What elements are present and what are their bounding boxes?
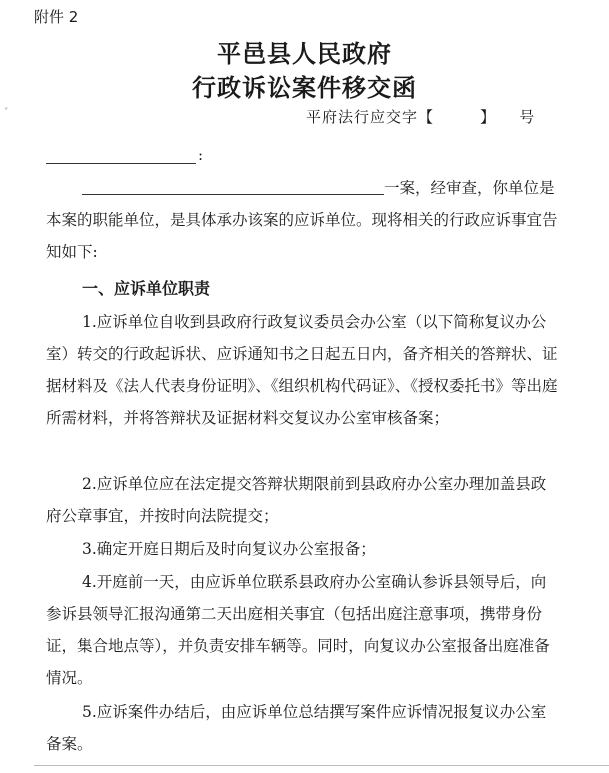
list-item: 2.应诉单位应在法定提交答辩状期限前到县政府办公室办理加盖县政府公章事宜，并按时向法院提交； — [46, 475, 547, 525]
attachment-label: 附件 2 — [34, 8, 79, 26]
addressee — [46, 146, 203, 164]
document-title-line1: 平邑县人民政府 — [217, 39, 392, 68]
document-number: 平府法行应交字【 】 号 — [306, 108, 536, 126]
list-item: 4.开庭前一天，由应诉单位联系县政府办公室确认参诉县领导后，向参诉县领导汇报沟通第二天出庭相关事宜（包括出庭注意事项，携带身份证，集合地点等），并负责安排车辆等。同时，向复议办公室报备出庭准备情况。 — [46, 573, 550, 687]
addressee-colon: : — [198, 146, 204, 164]
list-item: 3.确定开庭日期后及时向复议办公室报备； — [82, 540, 376, 558]
case-name-blank — [82, 176, 384, 195]
document-title-line2: 行政诉讼案件移交函 — [192, 73, 417, 102]
list-item: 1.应诉单位自收到县政府行政复议委员会办公室（以下简称复议办公室）转交的行政起诉状、应诉通知书之日起五日内，备齐相关的答辩状、证据材料及《法人代表身份证明》、《组织机构代码证》、《授权委托书》等出庭所需材料，并将答辩状及证据材料交复议办公室审核备案； — [46, 313, 558, 427]
margin-mark-icon: ˅ — [4, 108, 9, 118]
section-heading: 一、应诉单位职责 — [82, 279, 211, 298]
list-item: 5.应诉案件办结后，由应诉单位总结撰写案件应诉情况报复议办公室备案。 — [46, 703, 547, 753]
addressee-blank — [46, 147, 196, 164]
intro-paragraph — [46, 172, 561, 268]
page-bottom-rule — [34, 765, 609, 766]
intro-first-line-tail: 一案，经审查，你单 — [384, 179, 524, 197]
intro-rest: 位是本案的职能单位，是具体承办该案的应诉单位。现将相关的行政应诉事宜告知如下: — [46, 179, 558, 261]
